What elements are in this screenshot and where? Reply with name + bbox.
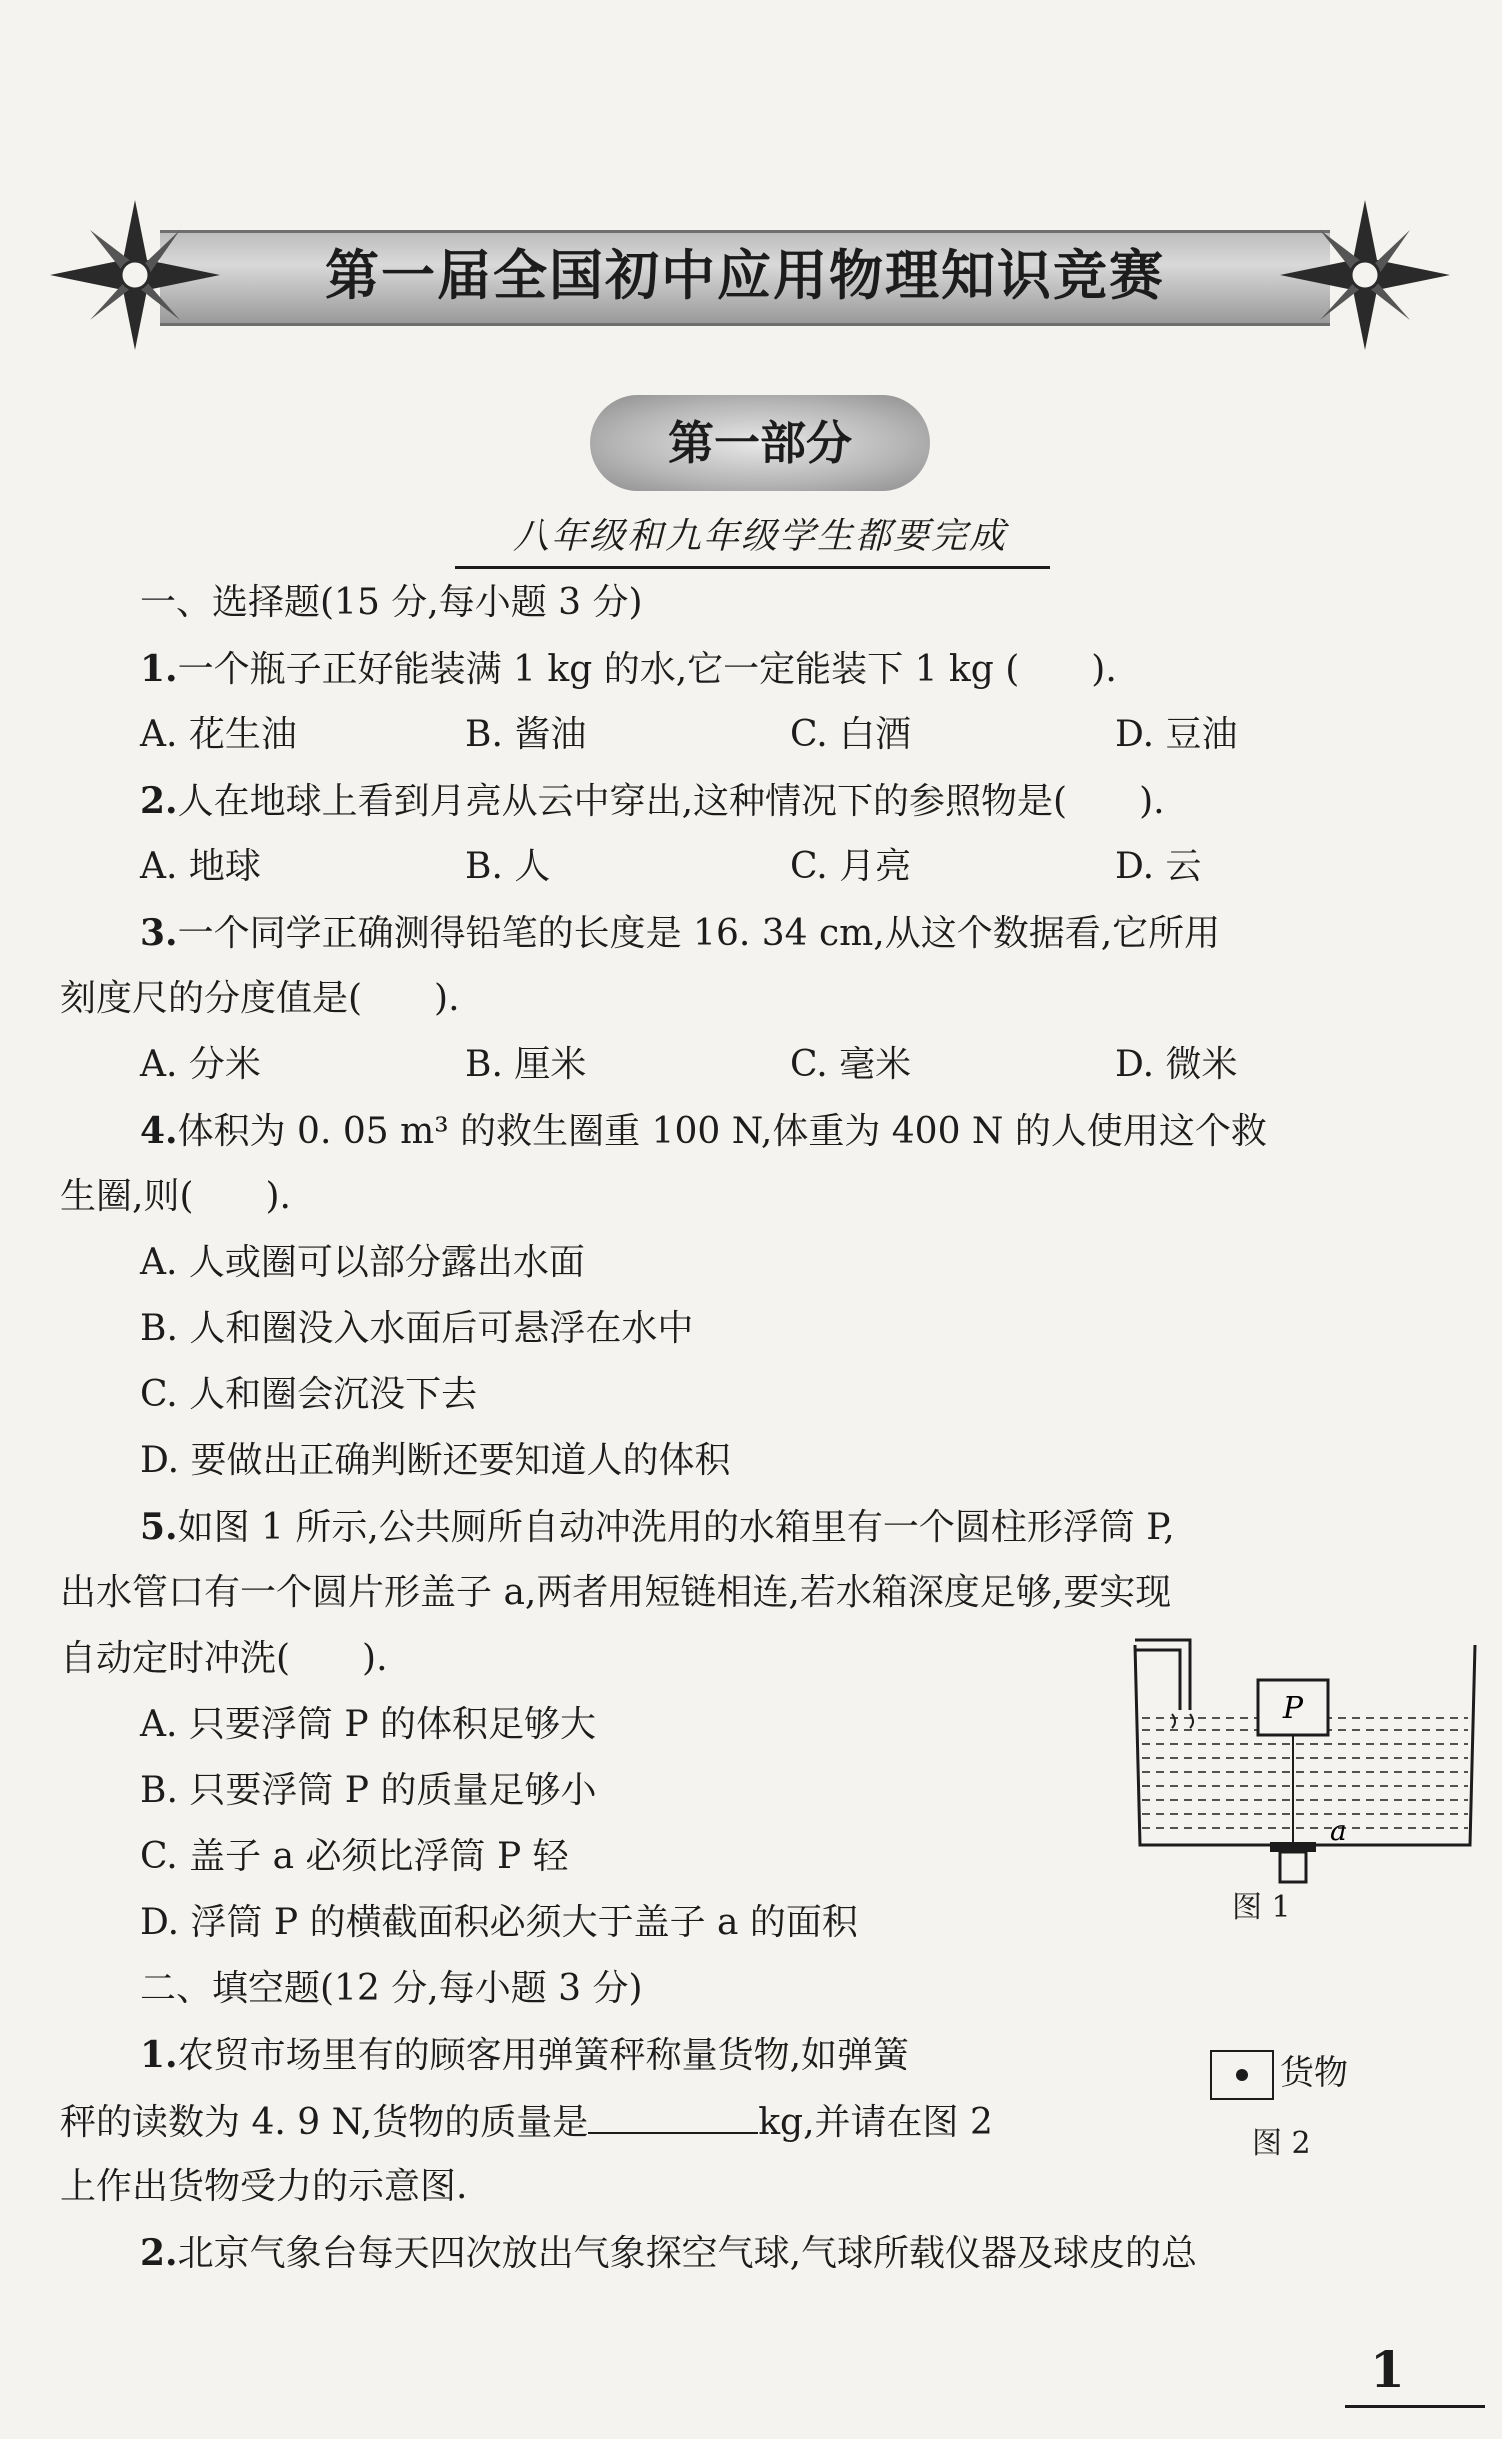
page-number: 1 (1370, 2340, 1405, 2399)
section-heading-choice: 一、选择题(15 分,每小题 3 分) (140, 582, 643, 623)
question-text-cont: 出水管口有一个圆片形盖子 a,两者用短链相连,若水箱深度足够,要实现 (60, 1572, 1172, 1613)
option: B. 人和圈没入水面后可悬浮在水中 (140, 1308, 694, 1349)
option: C. 毫米 (790, 1044, 912, 1085)
question-text: 人在地球上看到月亮从云中穿出,这种情况下的参照物是( ). (177, 781, 1165, 822)
question-text-cont: 刻度尺的分度值是( ). (60, 978, 460, 1019)
option: A. 只要浮筒 P 的体积足够大 (140, 1704, 596, 1745)
fill-question-1-line3: 上作出货物受力的示意图. (60, 2166, 468, 2207)
question-text: 一个瓶子正好能装满 1 kg 的水,它一定能装下 1 kg ( ). (177, 649, 1117, 690)
question-number: 2. (140, 2232, 178, 2274)
option: C. 盖子 a 必须比浮筒 P 轻 (140, 1836, 569, 1877)
question-text-cont: 生圈,则( ). (60, 1176, 291, 1217)
question-text: 北京气象台每天四次放出气象探空气球,气球所载仪器及球皮的总 (177, 2233, 1198, 2274)
lid-a-label: a (1330, 1814, 1347, 1847)
figure-2-label: 货物 (1280, 2053, 1348, 2093)
option: B. 酱油 (465, 714, 587, 755)
fill-question-1 (140, 2030, 909, 2081)
subtitle: 八年级和九年级学生都要完成 (512, 516, 1007, 557)
option: B. 只要浮筒 P 的质量足够小 (140, 1770, 597, 1811)
option: A. 分米 (140, 1044, 261, 1085)
question-5 (140, 1502, 1175, 1553)
question-text: 体积为 0. 05 m³ 的救生圈重 100 N,体重为 400 N 的人使用这个救 (177, 1111, 1267, 1152)
question-number: 1. (140, 648, 178, 690)
figure-1-caption: 图 1 (1232, 1890, 1291, 1925)
option: B. 人 (465, 846, 551, 887)
question-text: 秤的读数为 4. 9 N,货物的质量是 (60, 2102, 589, 2143)
option: A. 花生油 (140, 714, 297, 755)
option: D. 云 (1115, 846, 1202, 887)
fill-question-1-line2 (60, 2096, 993, 2148)
option: D. 微米 (1115, 1044, 1238, 1085)
answer-blank[interactable] (588, 2096, 758, 2134)
fill-question-2 (140, 2228, 1197, 2279)
option: D. 浮筒 P 的横截面积必须大于盖子 a 的面积 (140, 1902, 858, 1943)
question-number: 4. (140, 1110, 178, 1152)
subtitle-underline (455, 566, 1050, 569)
option: A. 地球 (140, 846, 261, 887)
question-text: kg,并请在图 2 (758, 2102, 993, 2143)
option: C. 白酒 (790, 714, 912, 755)
question-text: 一个同学正确测得铅笔的长度是 16. 34 cm,从这个数据看,它所用 (177, 913, 1221, 954)
question-4 (140, 1106, 1267, 1157)
page-title: 第一届全国初中应用物理知识竞赛 (325, 243, 1165, 307)
figure-2-caption: 图 2 (1252, 2126, 1311, 2161)
option: D. 要做出正确判断还要知道人的体积 (140, 1440, 731, 1481)
figure-1-water-tank (1120, 1630, 1480, 1900)
question-number: 1. (140, 2034, 178, 2076)
question-number: 3. (140, 912, 178, 954)
question-1 (140, 644, 1117, 695)
question-text: 农贸市场里有的顾客用弹簧秤称量货物,如弹簧 (177, 2035, 910, 2076)
part-title: 第一部分 (668, 416, 852, 470)
option: B. 厘米 (465, 1044, 587, 1085)
option: A. 人或圈可以部分露出水面 (140, 1242, 585, 1283)
option: C. 月亮 (790, 846, 912, 887)
question-number: 5. (140, 1506, 178, 1548)
title-banner (50, 200, 1450, 350)
question-2 (140, 776, 1165, 827)
question-text-cont: 自动定时冲洗( ). (60, 1638, 388, 1679)
section-heading-fill: 二、填空题(12 分,每小题 3 分) (140, 1968, 643, 2009)
cargo-point-icon (1236, 2069, 1248, 2081)
page-number-rule (1345, 2405, 1485, 2408)
float-p-label: P (1282, 1691, 1304, 1726)
question-3 (140, 908, 1220, 959)
figure-2-cargo-box (1210, 2050, 1274, 2100)
question-text: 如图 1 所示,公共厕所自动冲洗用的水箱里有一个圆柱形浮筒 P, (177, 1507, 1175, 1548)
option: C. 人和圈会沉没下去 (140, 1374, 478, 1415)
question-number: 2. (140, 780, 178, 822)
option: D. 豆油 (1115, 714, 1238, 755)
